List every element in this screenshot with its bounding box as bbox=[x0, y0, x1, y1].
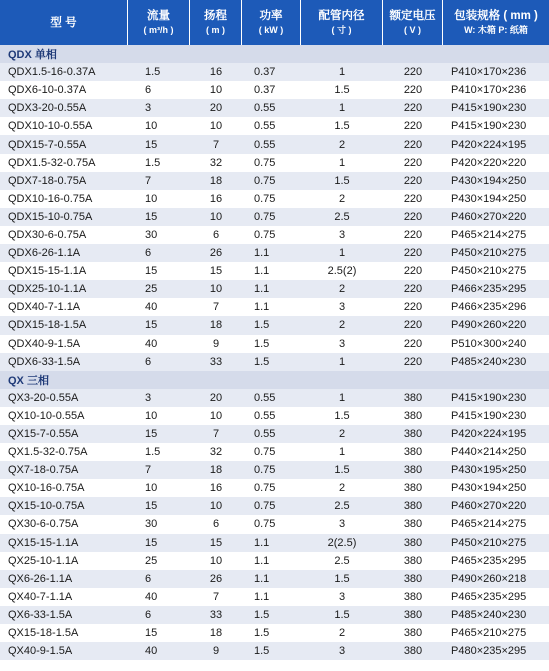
flow-cell: 10 bbox=[145, 120, 158, 133]
pack-cell: P450×210×275 bbox=[451, 265, 527, 278]
table-row bbox=[0, 624, 549, 642]
table-row bbox=[0, 244, 549, 262]
volt-cell: 380 bbox=[403, 590, 423, 603]
head-cell: 16 bbox=[209, 66, 223, 79]
head-cell: 6 bbox=[212, 518, 220, 531]
flow-cell: 7 bbox=[145, 174, 152, 187]
flow-cell: 40 bbox=[145, 645, 158, 658]
header-head bbox=[190, 0, 242, 45]
pack-cell: P485×240×230 bbox=[451, 608, 527, 621]
power-cell: 0.55 bbox=[254, 102, 276, 115]
model-cell: QX3-20-0.55A bbox=[8, 391, 79, 404]
power-cell: 0.55 bbox=[254, 391, 276, 404]
model-cell: QX10-10-0.55A bbox=[8, 409, 85, 422]
power-cell: 0.75 bbox=[254, 156, 276, 169]
volt-cell: 220 bbox=[403, 66, 423, 79]
volt-cell: 380 bbox=[403, 554, 423, 567]
power-cell: 0.75 bbox=[254, 446, 276, 459]
volt-cell: 220 bbox=[403, 355, 423, 368]
flow-cell: 10 bbox=[145, 192, 158, 205]
head-cell: 15 bbox=[209, 536, 223, 549]
head-cell: 26 bbox=[209, 247, 223, 260]
header-head-label: 扬程 bbox=[204, 9, 227, 22]
header-pack-note: W: 木箱 P: 纸箱 bbox=[464, 24, 528, 35]
power-cell: 0.55 bbox=[254, 409, 276, 422]
pipe-cell: 1 bbox=[338, 355, 346, 368]
model-cell: QDX3-20-0.55A bbox=[8, 102, 87, 115]
table-row bbox=[0, 335, 549, 353]
volt-cell: 380 bbox=[403, 446, 423, 459]
header-flow-unit: ( m³/h ) bbox=[143, 24, 174, 35]
power-cell: 1.5 bbox=[254, 645, 270, 658]
table-row bbox=[0, 280, 549, 298]
model-cell: QX15-7-0.55A bbox=[8, 428, 79, 441]
pack-cell: P415×190×230 bbox=[451, 102, 527, 115]
table-row bbox=[0, 461, 549, 479]
pack-cell: P415×190×230 bbox=[451, 120, 527, 133]
head-cell: 18 bbox=[209, 319, 223, 332]
table-row bbox=[0, 479, 549, 497]
pack-cell: P410×170×236 bbox=[451, 66, 527, 79]
power-cell: 1.1 bbox=[254, 590, 270, 603]
power-cell: 0.75 bbox=[254, 228, 276, 241]
pipe-cell: 1.5 bbox=[334, 174, 350, 187]
pack-cell: P490×260×220 bbox=[451, 319, 527, 332]
header-pack bbox=[443, 0, 549, 45]
head-cell: 18 bbox=[209, 627, 223, 640]
pack-cell: P480×235×295 bbox=[451, 645, 527, 658]
power-cell: 1.1 bbox=[254, 536, 270, 549]
table-row bbox=[0, 208, 549, 226]
section-header-row bbox=[0, 371, 549, 389]
head-cell: 10 bbox=[209, 283, 223, 296]
flow-cell: 40 bbox=[145, 301, 158, 314]
table-row bbox=[0, 63, 549, 81]
power-cell: 0.55 bbox=[254, 428, 276, 441]
flow-cell: 15 bbox=[145, 210, 158, 223]
power-cell: 0.37 bbox=[254, 66, 276, 79]
pack-cell: P415×190×230 bbox=[451, 391, 527, 404]
pipe-cell: 2 bbox=[338, 627, 346, 640]
header-flow bbox=[128, 0, 190, 45]
head-cell: 10 bbox=[209, 210, 223, 223]
pipe-cell: 2.5(2) bbox=[327, 265, 357, 278]
pipe-cell: 1 bbox=[338, 446, 346, 459]
power-cell: 1.1 bbox=[254, 301, 270, 314]
model-cell: QDX15-15-1.1A bbox=[8, 265, 87, 278]
power-cell: 1.5 bbox=[254, 319, 270, 332]
pack-cell: P465×214×275 bbox=[451, 228, 527, 241]
flow-cell: 15 bbox=[145, 319, 158, 332]
pipe-cell: 3 bbox=[338, 337, 346, 350]
flow-cell: 15 bbox=[145, 138, 158, 151]
model-cell: QX40-7-1.1A bbox=[8, 590, 73, 603]
model-cell: QX15-10-0.75A bbox=[8, 500, 85, 513]
table-row bbox=[0, 407, 549, 425]
pipe-cell: 2 bbox=[338, 428, 346, 441]
table-row bbox=[0, 172, 549, 190]
power-cell: 0.75 bbox=[254, 210, 276, 223]
header-pipe-unit: ( 寸 ) bbox=[331, 24, 352, 35]
volt-cell: 380 bbox=[403, 536, 423, 549]
volt-cell: 380 bbox=[403, 572, 423, 585]
pipe-cell: 1 bbox=[338, 102, 346, 115]
volt-cell: 220 bbox=[403, 138, 423, 151]
model-cell: QDX10-10-0.55A bbox=[8, 120, 93, 133]
power-cell: 1.1 bbox=[254, 247, 270, 260]
pipe-cell: 2.5 bbox=[334, 500, 350, 513]
head-cell: 10 bbox=[209, 409, 223, 422]
flow-cell: 3 bbox=[145, 391, 152, 404]
pack-cell: P485×240×230 bbox=[451, 355, 527, 368]
head-cell: 18 bbox=[209, 464, 223, 477]
head-cell: 10 bbox=[209, 84, 223, 97]
table-row bbox=[0, 262, 549, 280]
pipe-cell: 2.5 bbox=[334, 554, 350, 567]
pack-cell: P460×270×220 bbox=[451, 500, 527, 513]
power-cell: 0.55 bbox=[254, 138, 276, 151]
flow-cell: 6 bbox=[145, 247, 152, 260]
flow-cell: 6 bbox=[145, 608, 152, 621]
header-pipe bbox=[301, 0, 383, 45]
head-cell: 15 bbox=[209, 265, 223, 278]
volt-cell: 380 bbox=[403, 428, 423, 441]
volt-cell: 380 bbox=[403, 608, 423, 621]
pack-cell: P465×235×295 bbox=[451, 590, 527, 603]
table-row bbox=[0, 515, 549, 533]
pack-cell: P430×195×250 bbox=[451, 464, 527, 477]
table-row bbox=[0, 606, 549, 624]
header-volt bbox=[383, 0, 443, 45]
head-cell: 18 bbox=[209, 174, 223, 187]
header-power bbox=[242, 0, 301, 45]
section-header-row bbox=[0, 45, 549, 63]
pipe-cell: 1.5 bbox=[334, 608, 350, 621]
pipe-cell: 2 bbox=[338, 283, 346, 296]
pack-cell: P465×235×295 bbox=[451, 554, 527, 567]
volt-cell: 220 bbox=[403, 283, 423, 296]
model-cell: QDX6-26-1.1A bbox=[8, 247, 81, 260]
pack-cell: P420×224×195 bbox=[451, 428, 527, 441]
table-row bbox=[0, 570, 549, 588]
head-cell: 32 bbox=[209, 156, 223, 169]
volt-cell: 380 bbox=[403, 518, 423, 531]
model-cell: QDX7-18-0.75A bbox=[8, 174, 87, 187]
head-cell: 7 bbox=[212, 138, 220, 151]
flow-cell: 15 bbox=[145, 428, 158, 441]
table-row bbox=[0, 81, 549, 99]
volt-cell: 220 bbox=[403, 301, 423, 314]
model-cell: QDX40-7-1.1A bbox=[8, 301, 81, 314]
volt-cell: 220 bbox=[403, 174, 423, 187]
model-cell: QDX15-7-0.55A bbox=[8, 138, 87, 151]
pipe-cell: 3 bbox=[338, 301, 346, 314]
flow-cell: 40 bbox=[145, 337, 158, 350]
model-cell: QX10-16-0.75A bbox=[8, 482, 85, 495]
table-row bbox=[0, 588, 549, 606]
flow-cell: 7 bbox=[145, 464, 152, 477]
header-power-unit: ( kW ) bbox=[258, 24, 284, 35]
model-cell: QDX30-6-0.75A bbox=[8, 228, 87, 241]
head-cell: 26 bbox=[209, 572, 223, 585]
volt-cell: 380 bbox=[403, 409, 423, 422]
power-cell: 1.1 bbox=[254, 283, 270, 296]
flow-cell: 25 bbox=[145, 283, 158, 296]
pipe-cell: 1 bbox=[338, 156, 346, 169]
model-cell: QDX25-10-1.1A bbox=[8, 283, 87, 296]
flow-cell: 1.5 bbox=[145, 446, 161, 459]
table-row bbox=[0, 99, 549, 117]
flow-cell: 30 bbox=[145, 228, 158, 241]
pipe-cell: 1.5 bbox=[334, 409, 350, 422]
model-cell: QX6-26-1.1A bbox=[8, 572, 73, 585]
pipe-cell: 1 bbox=[338, 247, 346, 260]
pipe-cell: 2 bbox=[338, 138, 346, 151]
table-header bbox=[0, 0, 549, 45]
pack-cell: P466×235×295 bbox=[451, 283, 527, 296]
model-cell: QDX40-9-1.5A bbox=[8, 337, 81, 350]
head-cell: 33 bbox=[209, 355, 223, 368]
head-cell: 20 bbox=[209, 102, 223, 115]
head-cell: 9 bbox=[212, 337, 220, 350]
power-cell: 1.5 bbox=[254, 627, 270, 640]
head-cell: 7 bbox=[212, 590, 220, 603]
table-body bbox=[0, 45, 549, 660]
head-cell: 10 bbox=[209, 554, 223, 567]
power-cell: 0.75 bbox=[254, 464, 276, 477]
pack-cell: P450×210×275 bbox=[451, 536, 527, 549]
header-head-unit: ( m ) bbox=[206, 24, 225, 35]
model-cell: QDX6-10-0.37A bbox=[8, 84, 87, 97]
power-cell: 0.75 bbox=[254, 482, 276, 495]
pipe-cell: 3 bbox=[338, 518, 346, 531]
volt-cell: 220 bbox=[403, 210, 423, 223]
pipe-cell: 1.5 bbox=[334, 84, 350, 97]
table-row bbox=[0, 117, 549, 135]
pack-cell: P490×260×218 bbox=[451, 572, 527, 585]
pack-cell: P510×300×240 bbox=[451, 337, 527, 350]
pipe-cell: 2 bbox=[338, 192, 346, 205]
volt-cell: 380 bbox=[403, 627, 423, 640]
pipe-cell: 2.5 bbox=[334, 210, 350, 223]
table-row bbox=[0, 353, 549, 371]
power-cell: 0.55 bbox=[254, 120, 276, 133]
pack-cell: P450×210×275 bbox=[451, 247, 527, 260]
power-cell: 1.5 bbox=[254, 337, 270, 350]
flow-cell: 25 bbox=[145, 554, 158, 567]
volt-cell: 380 bbox=[403, 500, 423, 513]
power-cell: 0.75 bbox=[254, 174, 276, 187]
volt-cell: 220 bbox=[403, 228, 423, 241]
pipe-cell: 2(2.5) bbox=[327, 536, 357, 549]
volt-cell: 220 bbox=[403, 84, 423, 97]
pack-cell: P410×170×236 bbox=[451, 84, 527, 97]
pipe-cell: 1.5 bbox=[334, 464, 350, 477]
flow-cell: 15 bbox=[145, 265, 158, 278]
table-row bbox=[0, 316, 549, 334]
power-cell: 0.37 bbox=[254, 84, 276, 97]
pack-cell: P460×270×220 bbox=[451, 210, 527, 223]
flow-cell: 1.5 bbox=[145, 156, 161, 169]
flow-cell: 10 bbox=[145, 409, 158, 422]
table-row bbox=[0, 425, 549, 443]
table-row bbox=[0, 154, 549, 172]
header-model bbox=[0, 0, 128, 45]
pack-cell: P465×210×275 bbox=[451, 627, 527, 640]
model-cell: QX40-9-1.5A bbox=[8, 645, 73, 658]
volt-cell: 220 bbox=[403, 319, 423, 332]
table-row bbox=[0, 226, 549, 244]
table-row bbox=[0, 534, 549, 552]
power-cell: 1.1 bbox=[254, 554, 270, 567]
pipe-cell: 2 bbox=[338, 482, 346, 495]
head-cell: 10 bbox=[209, 120, 223, 133]
power-cell: 1.1 bbox=[254, 572, 270, 585]
model-cell: QDX6-33-1.5A bbox=[8, 355, 81, 368]
model-cell: QX1.5-32-0.75A bbox=[8, 446, 88, 459]
pipe-cell: 2 bbox=[338, 319, 346, 332]
volt-cell: 220 bbox=[403, 120, 423, 133]
pack-cell: P420×224×195 bbox=[451, 138, 527, 151]
power-cell: 0.75 bbox=[254, 500, 276, 513]
model-cell: QDX10-16-0.75A bbox=[8, 192, 93, 205]
head-cell: 33 bbox=[209, 608, 223, 621]
pipe-cell: 1.5 bbox=[334, 572, 350, 585]
power-cell: 0.75 bbox=[254, 518, 276, 531]
model-cell: QX15-18-1.5A bbox=[8, 627, 79, 640]
volt-cell: 220 bbox=[403, 102, 423, 115]
flow-cell: 30 bbox=[145, 518, 158, 531]
flow-cell: 3 bbox=[145, 102, 152, 115]
head-cell: 16 bbox=[209, 192, 223, 205]
head-cell: 32 bbox=[209, 446, 223, 459]
pack-cell: P430×194×250 bbox=[451, 482, 527, 495]
table-row bbox=[0, 298, 549, 316]
volt-cell: 220 bbox=[403, 265, 423, 278]
flow-cell: 40 bbox=[145, 590, 158, 603]
volt-cell: 220 bbox=[403, 247, 423, 260]
pack-cell: P440×214×250 bbox=[451, 446, 527, 459]
pipe-cell: 1.5 bbox=[334, 120, 350, 133]
pack-cell: P465×214×275 bbox=[451, 518, 527, 531]
volt-cell: 220 bbox=[403, 337, 423, 350]
model-cell: QX6-33-1.5A bbox=[8, 608, 73, 621]
pipe-cell: 3 bbox=[338, 228, 346, 241]
table-row bbox=[0, 443, 549, 461]
table-row bbox=[0, 552, 549, 570]
table-row bbox=[0, 497, 549, 515]
pack-cell: P415×190×230 bbox=[451, 409, 527, 422]
flow-cell: 6 bbox=[145, 84, 152, 97]
pack-cell: P430×194×250 bbox=[451, 192, 527, 205]
model-cell: QDX1.5-32-0.75A bbox=[8, 156, 96, 169]
power-cell: 1.5 bbox=[254, 608, 270, 621]
model-cell: QDX15-10-0.75A bbox=[8, 210, 93, 223]
volt-cell: 220 bbox=[403, 192, 423, 205]
head-cell: 10 bbox=[209, 500, 223, 513]
section-title: QDX 单相 bbox=[8, 49, 57, 62]
header-volt-unit: ( V ) bbox=[404, 24, 421, 35]
head-cell: 9 bbox=[212, 645, 220, 658]
flow-cell: 15 bbox=[145, 500, 158, 513]
table-row bbox=[0, 389, 549, 407]
flow-cell: 6 bbox=[145, 355, 152, 368]
head-cell: 7 bbox=[212, 428, 220, 441]
table-row bbox=[0, 642, 549, 660]
flow-cell: 1.5 bbox=[145, 66, 161, 79]
header-volt-label: 额定电压 bbox=[389, 9, 436, 22]
flow-cell: 15 bbox=[145, 536, 158, 549]
header-model-label: 型 号 bbox=[50, 16, 77, 29]
pipe-cell: 3 bbox=[338, 645, 346, 658]
model-cell: QX7-18-0.75A bbox=[8, 464, 79, 477]
model-cell: QX30-6-0.75A bbox=[8, 518, 79, 531]
power-cell: 1.1 bbox=[254, 265, 270, 278]
flow-cell: 15 bbox=[145, 627, 158, 640]
power-cell: 0.75 bbox=[254, 192, 276, 205]
volt-cell: 380 bbox=[403, 482, 423, 495]
section-title: QX 三相 bbox=[8, 374, 49, 387]
header-pack-label: 包装规格 ( mm ) bbox=[454, 9, 538, 22]
flow-cell: 6 bbox=[145, 572, 152, 585]
table-row bbox=[0, 190, 549, 208]
power-cell: 1.5 bbox=[254, 355, 270, 368]
head-cell: 7 bbox=[212, 301, 220, 314]
head-cell: 20 bbox=[209, 391, 223, 404]
pipe-cell: 1 bbox=[338, 391, 346, 404]
volt-cell: 380 bbox=[403, 464, 423, 477]
head-cell: 6 bbox=[212, 228, 220, 241]
volt-cell: 380 bbox=[403, 645, 423, 658]
flow-cell: 10 bbox=[145, 482, 158, 495]
head-cell: 16 bbox=[209, 482, 223, 495]
model-cell: QDX15-18-1.5A bbox=[8, 319, 87, 332]
pack-cell: P430×194×250 bbox=[451, 174, 527, 187]
pack-cell: P466×235×296 bbox=[451, 301, 527, 314]
header-pipe-label: 配管内径 bbox=[318, 9, 365, 22]
header-flow-label: 流量 bbox=[147, 9, 170, 22]
volt-cell: 380 bbox=[403, 391, 423, 404]
table-row bbox=[0, 135, 549, 153]
model-cell: QDX1.5-16-0.37A bbox=[8, 66, 96, 79]
model-cell: QX25-10-1.1A bbox=[8, 554, 79, 567]
pack-cell: P420×220×220 bbox=[451, 156, 527, 169]
header-power-label: 功率 bbox=[259, 9, 283, 22]
model-cell: QX15-15-1.1A bbox=[8, 536, 79, 549]
pipe-cell: 3 bbox=[338, 590, 346, 603]
pipe-cell: 1 bbox=[338, 66, 346, 79]
volt-cell: 220 bbox=[403, 156, 423, 169]
